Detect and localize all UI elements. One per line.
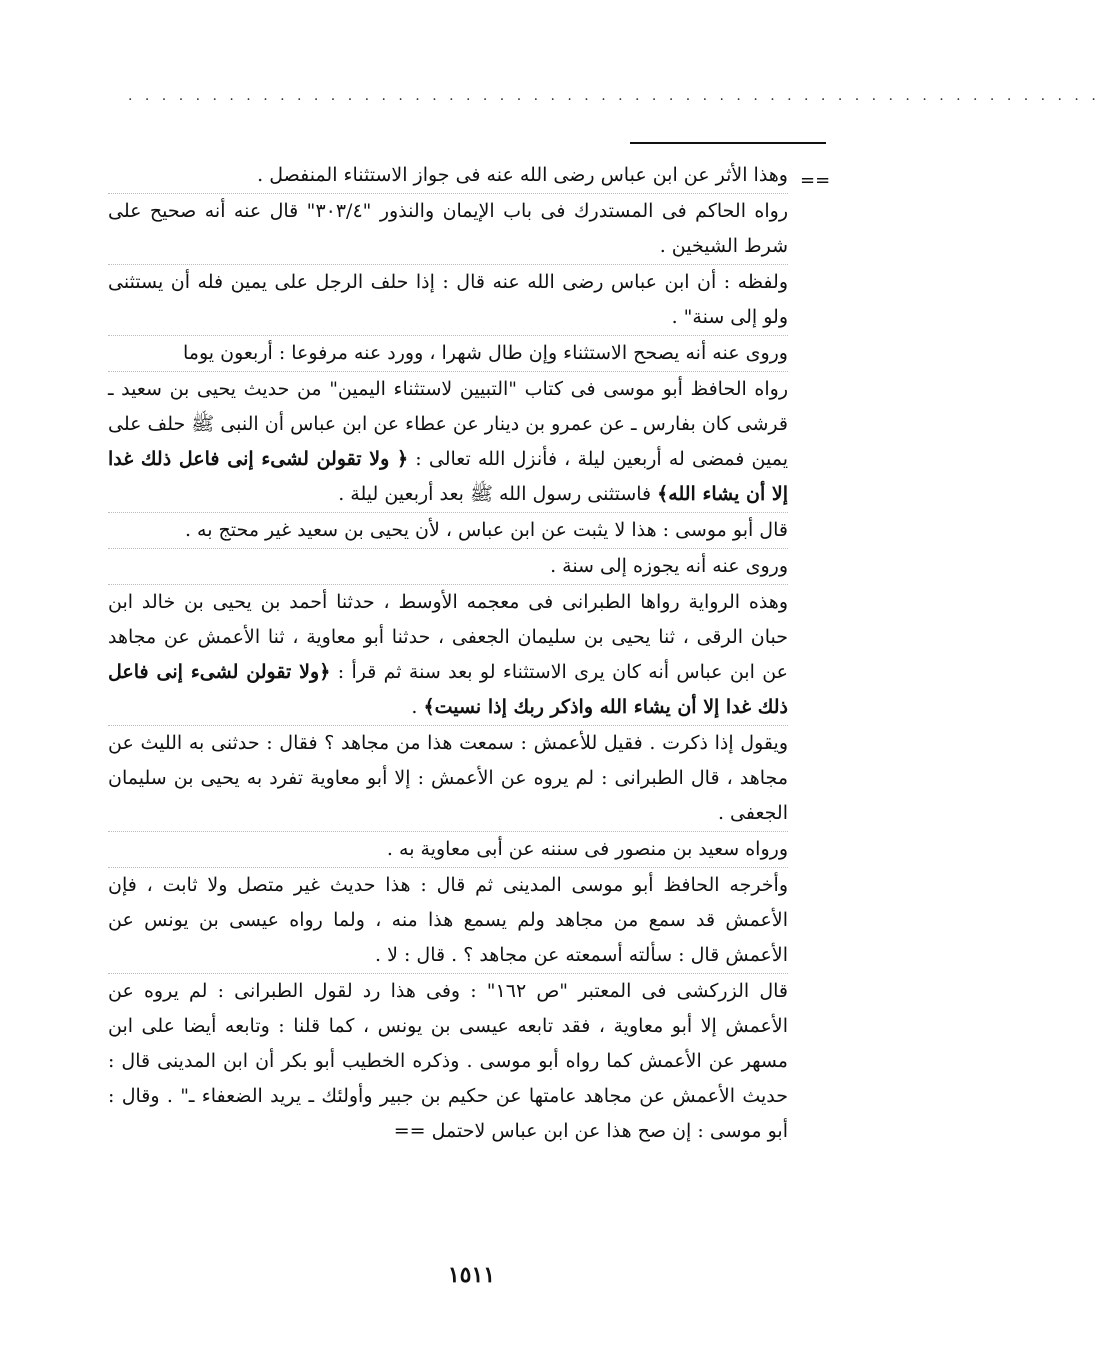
paragraph: وهذه الرواية رواها الطبرانى فى معجمه الأوسط ، حدثنا أحمد بن يحيى بن خالد ابن حبان الرقى ، ثنا يحيى بن سليمان الجعفى ، حدثنا أبو معاوية ، ثنا الأعمش عن مجاهد عن ابن عباس أنه كان يرى الاستثناء لو بعد سنة ثم قرأ : ﴿ولا تقولن لشىء إنى فاعل ذلك غدا إلا أن يشاء الله واذكر ربك إذا نسيت﴾ .: [108, 584, 788, 725]
quran-verse: ﴿ ولا تقولن لشىء إنى فاعل ذلك غدا إلا أن يشاء الله﴾: [108, 448, 788, 505]
paragraph: وأخرجه الحافظ أبو موسى المدينى ثم قال : هذا حديث غير متصل ولا ثابت ، فإن الأعمش قد سمع من مجاهد ولم يسمع هذا منه ، ولما رواه عيسى بن يونس عن الأعمش قال : سألته أسمعته عن مجاهد ؟ . قال : لا .: [108, 867, 788, 973]
paragraph: وروى عنه أنه يصحح الاستثناء وإن طال شهرا ، وورد عنه مرفوعا : أربعون يوما: [108, 335, 788, 371]
footnote-body: [108, 158, 788, 1149]
paragraph: قال الزركشى فى المعتبر "ص ١٦٢" : وفى هذا رد لقول الطبرانى : لم يروه عن الأعمش إلا أبو معاوية ، فقد تابعه عيسى بن يونس ، كما قلنا : وتابعه أيضا على ابن مسهر عن الأعمش كما رواه أبو موسى . وذكره الخطيب أبو بكر أن ابن المدينى قال : حديث الأعمش عن مجاهد عامتها عن حكيم بن جبير وأولئك ـ يريد الضعفاء ـ" . وقال : أبو موسى : إن صح هذا عن ابن عباس لاحتمل ==: [108, 973, 788, 1149]
paragraph: ورواه سعيد بن منصور فى سننه عن أبى معاوية به .: [108, 831, 788, 867]
paragraph: ولفظه : أن ابن عباس رضى الله عنه قال : إذا حلف الرجل على يمين فله أن يستثنى ولو إلى سنة" .: [108, 264, 788, 335]
paragraph: وهذا الأثر عن ابن عباس رضى الله عنه فى جواز الاستثناء المنفصل .: [257, 164, 788, 186]
page-number: ١٥١١: [447, 1262, 496, 1288]
footnote-rule: [630, 142, 826, 144]
paragraph: وروى عنه أنه يجوزه إلى سنة .: [108, 548, 788, 584]
paragraph: رواه الحاكم فى المستدرك فى باب الإيمان والنذور "٣٠٣/٤" قال عنه أنه صحيح على شرط الشيخين .: [108, 193, 788, 264]
separator-dots: . . . . . . . . . . . . . . . . . . . . . . . . . . . . . . . . . . . . . . . . . . . . . . . . . . . . . . . . . .: [128, 88, 1100, 104]
paragraph: قال أبو موسى : هذا لا يثبت عن ابن عباس ، لأن يحيى بن سعيد غير محتج به .: [108, 512, 788, 548]
quran-verse: ﴿ولا تقولن لشىء إنى فاعل ذلك غدا إلا أن يشاء الله واذكر ربك إذا نسيت﴾: [108, 661, 788, 718]
continuation-marker: ==: [800, 170, 831, 191]
paragraph: ويقول إذا ذكرت . فقيل للأعمش : سمعت هذا من مجاهد ؟ فقال : حدثنى به الليث عن مجاهد ، قال الطبرانى : لم يروه عن الأعمش : إلا أبو معاوية تفرد به يحيى بن سليمان الجعفى .: [108, 725, 788, 831]
paragraph: رواه الحافظ أبو موسى فى كتاب "التبيين لاستثناء اليمين" من حديث يحيى بن سعيد ـ قرشى كان بفارس ـ عن عمرو بن دينار عن عطاء عن ابن عباس أن النبى ﷺ حلف على يمين فمضى له أربعين ليلة ، فأنزل الله تعالى : ﴿ ولا تقولن لشىء إنى فاعل ذلك غدا إلا أن يشاء الله﴾ فاستثنى رسول الله ﷺ بعد أربعين ليلة .: [108, 371, 788, 512]
